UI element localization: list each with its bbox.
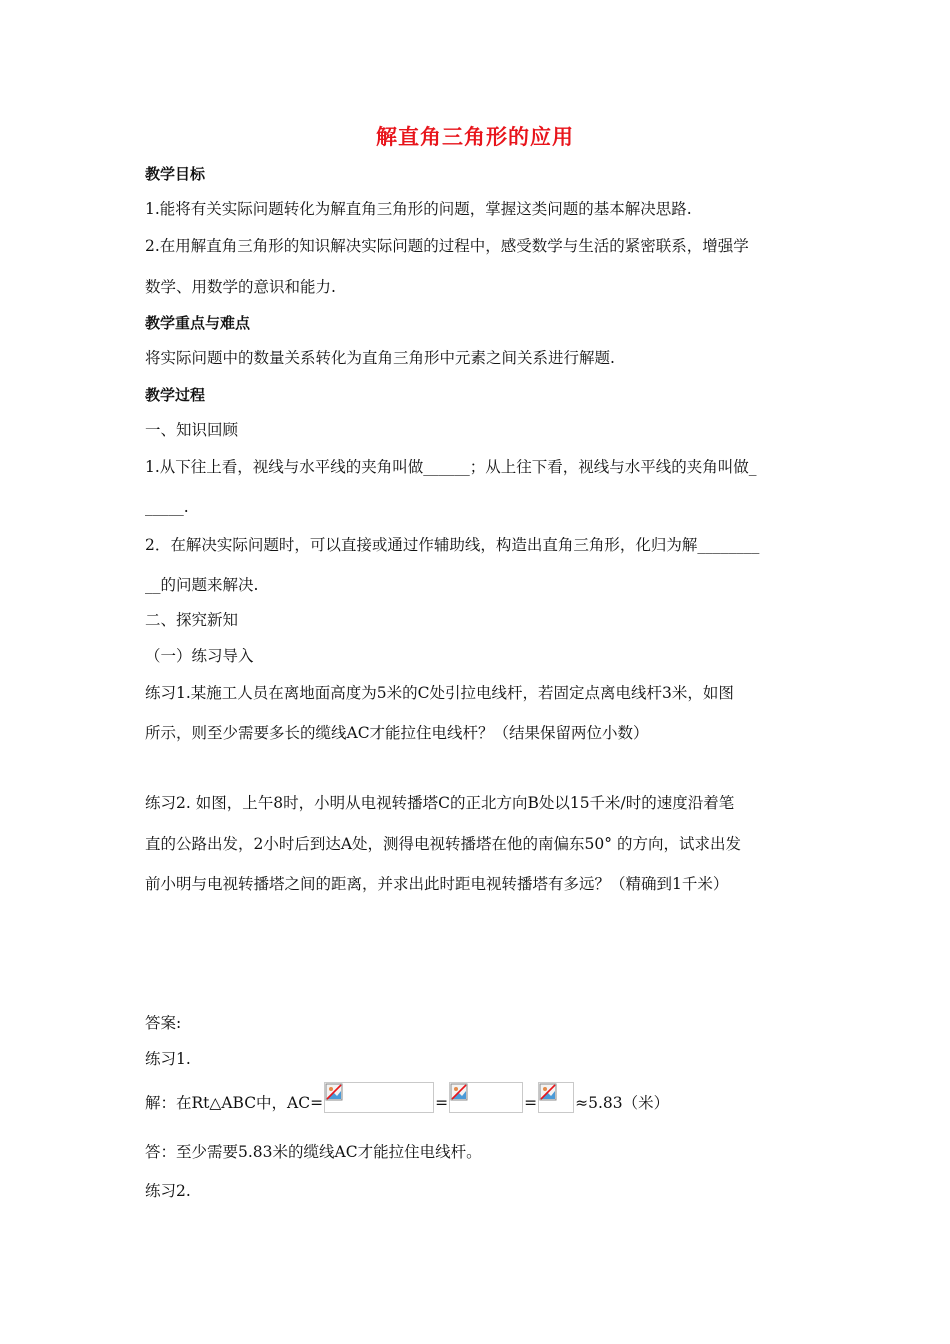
exercise-2-line-3: 前小明与电视转播塔之间的距离，并求出此时距电视转播塔有多远？（精确到1千米） — [145, 875, 729, 893]
exercise-2-line-1: 练习2. 如图，上午8时，小明从电视转播塔C的正北方向B处以15千米/时的速度沿着笔 — [145, 794, 735, 812]
answer-conclusion: 答：至少需要5.83米的缆线AC才能拉住电线杆。 — [145, 1143, 482, 1161]
practice-intro: （一）练习导入 — [145, 647, 254, 665]
explore-heading: 二、探究新知 — [145, 611, 239, 629]
exercise-1-line-1: 练习1.某施工人员在离地面高度为5米的C处引拉电线杆，若固定点离电线杆3米，如图 — [145, 684, 734, 702]
goal-1: 1.能将有关实际问题转化为解直角三角形的问题，掌握这类问题的基本解决思路. — [145, 200, 692, 218]
goal-2-line-1: 2.在用解直角三角形的知识解决实际问题的过程中，感受数学与生活的紧密联系，增强学 — [145, 237, 749, 255]
broken-image-icon — [450, 1083, 468, 1101]
review-heading: 一、知识回顾 — [145, 421, 239, 439]
broken-image-icon — [539, 1083, 557, 1101]
page-title: 解直角三角形的应用 — [376, 125, 574, 149]
formula-image-2 — [449, 1082, 523, 1113]
answers-heading: 答案: — [145, 1014, 182, 1032]
answer-formula — [145, 1079, 810, 1113]
answer-exercise-2-label: 练习2. — [145, 1182, 191, 1200]
process-heading: 教学过程 — [145, 386, 206, 404]
formula-image-1 — [324, 1082, 434, 1113]
goal-2-line-2: 数学、用数学的意识和能力. — [145, 278, 336, 296]
formula-image-3 — [538, 1082, 574, 1113]
review-1-line-1: 1.从下往上看，视线与水平线的夹角叫做______；从上往下看，视线与水平线的夹角叫做_ — [145, 458, 757, 476]
review-2-line-1: 2．在解决实际问题时，可以直接或通过作辅助线，构造出直角三角形，化归为解________ — [145, 536, 760, 554]
exercise-1-line-2: 所示，则至少需要多长的缆线AC才能拉住电线杆？（结果保留两位小数） — [145, 724, 649, 742]
review-1-line-2: _____. — [145, 498, 189, 516]
equals-sign-2: = — [524, 1094, 538, 1112]
key-points-text: 将实际问题中的数量关系转化为直角三角形中元素之间关系进行解题. — [145, 349, 615, 367]
answer-exercise-1-label: 练习1. — [145, 1050, 191, 1068]
equals-sign-1: = — [435, 1094, 449, 1112]
formula-prefix: 解：在Rt△ABC中，AC= — [145, 1094, 324, 1112]
goals-heading: 教学目标 — [145, 165, 206, 183]
broken-image-icon — [325, 1083, 343, 1101]
key-points-heading: 教学重点与难点 — [145, 314, 251, 332]
review-2-line-2: __的问题来解决. — [145, 576, 259, 594]
formula-suffix: ≈5.83（米） — [575, 1094, 670, 1112]
exercise-2-line-2: 直的公路出发，2小时后到达A处，测得电视转播塔在他的南偏东50° 的方向，试求出发 — [145, 835, 741, 853]
